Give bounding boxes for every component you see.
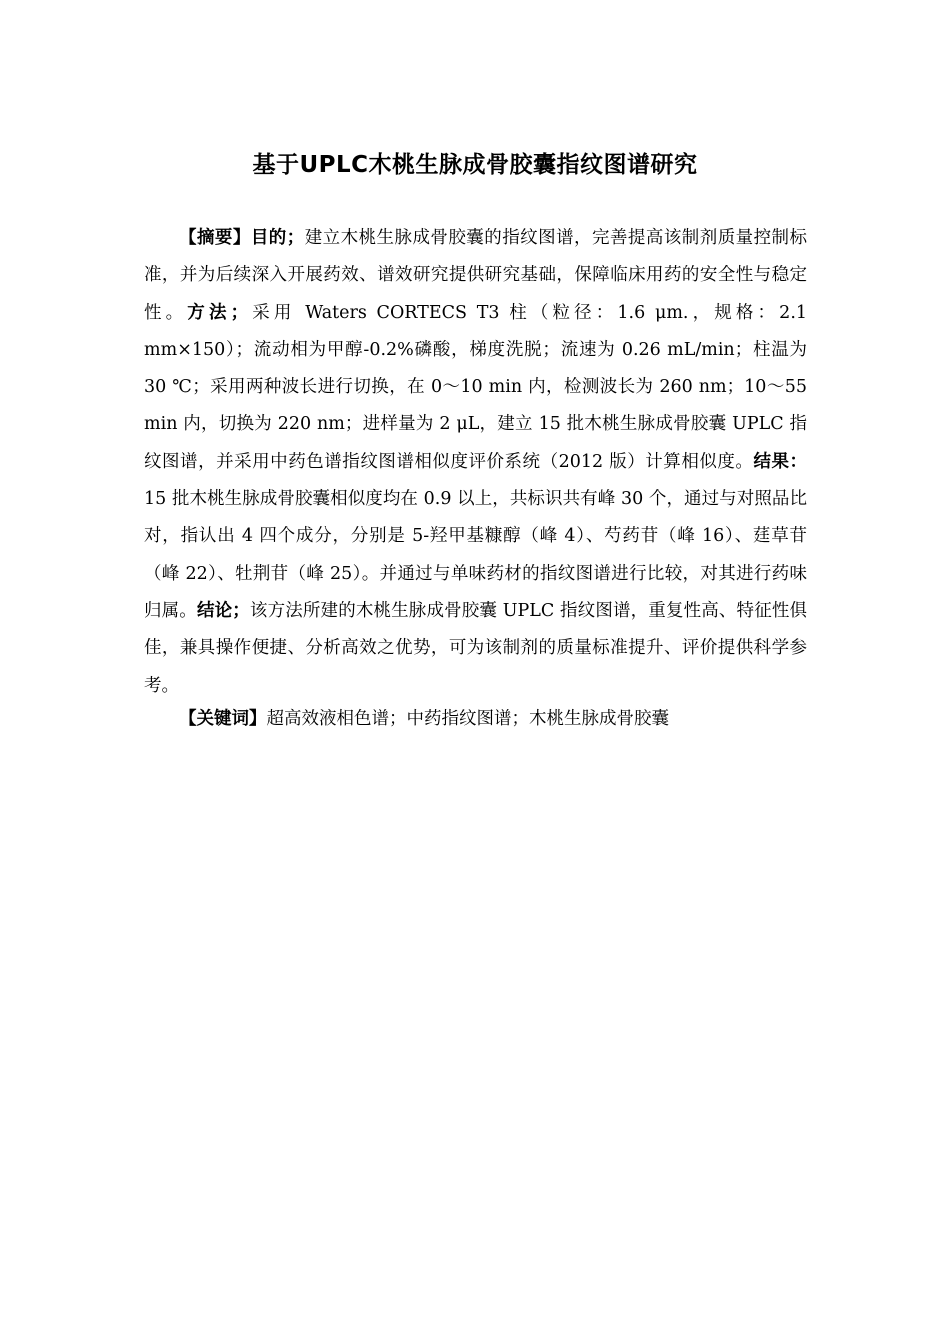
results-label: 结果 [753, 451, 790, 472]
objective-label: 目的 [250, 228, 287, 248]
results-separator: ： [789, 451, 807, 472]
abstract-label: 【摘要】 [179, 228, 251, 248]
objective-separator: ； [286, 228, 305, 248]
methods-separator: ； [230, 302, 249, 323]
conclusion-text: 该方法所建的木桃生脉成骨胶囊 UPLC 指纹图谱，重复性高、特征性俱佳，兼具操作便捷、分析高效之优势，可为该制剂的质量标准提升、评价提供科学参考。 [144, 600, 808, 696]
methods-label: 方法 [187, 302, 231, 323]
keywords-label: 【关键词】 [179, 709, 267, 729]
abstract-paragraph [144, 220, 807, 705]
methods-text: 采用 Waters CORTECS T3 柱（粒径：1.6 μm.，规格：2.1 mm×150）；流动相为甲醇-0.2%磷酸，梯度洗脱；流速为 0.26 mL/min；柱温为 30 ℃；采用两种波长进行切换，在 0～10 min 内，检测波长为 260 nm；10～55 min 内，切换为 220 nm；进样量为 2 μL，建立 15 批木桃生脉成骨胶囊 UPLC 指纹图谱，并采用中药色谱指纹图谱相似度评价系统（2012 版）计算相似度。 [144, 302, 808, 472]
conclusion-label: 结论 [196, 600, 233, 621]
results-text: 15 批木桃生脉成骨胶囊相似度均在 0.9 以上，共标识共有峰 30 个，通过与对照品比对，指认出 4 四个成分，分别是 5-羟甲基糠醇（峰 4）、芍药苷（峰 16）、莛草苷（峰 22）、牡荆苷（峰 25）。并通过与单味药材的指纹图谱进行比较，对其进行药味归属。 [144, 489, 807, 621]
paper-title: 基于UPLC木桃生脉成骨胶囊指纹图谱研究 [252, 152, 698, 178]
objective-text: 建立木桃生脉成骨胶囊的指纹图谱，完善提高该制剂质量控制标准，并为后续深入开展药效、谱效研究提供研究基础，保障临床用药的安全性与稳定性。 [144, 228, 808, 323]
keywords-text: 超高效液相色谱；中药指纹图谱；木桃生脉成骨胶囊 [266, 709, 669, 729]
conclusion-separator: ； [232, 600, 250, 621]
keywords-paragraph [144, 704, 807, 734]
